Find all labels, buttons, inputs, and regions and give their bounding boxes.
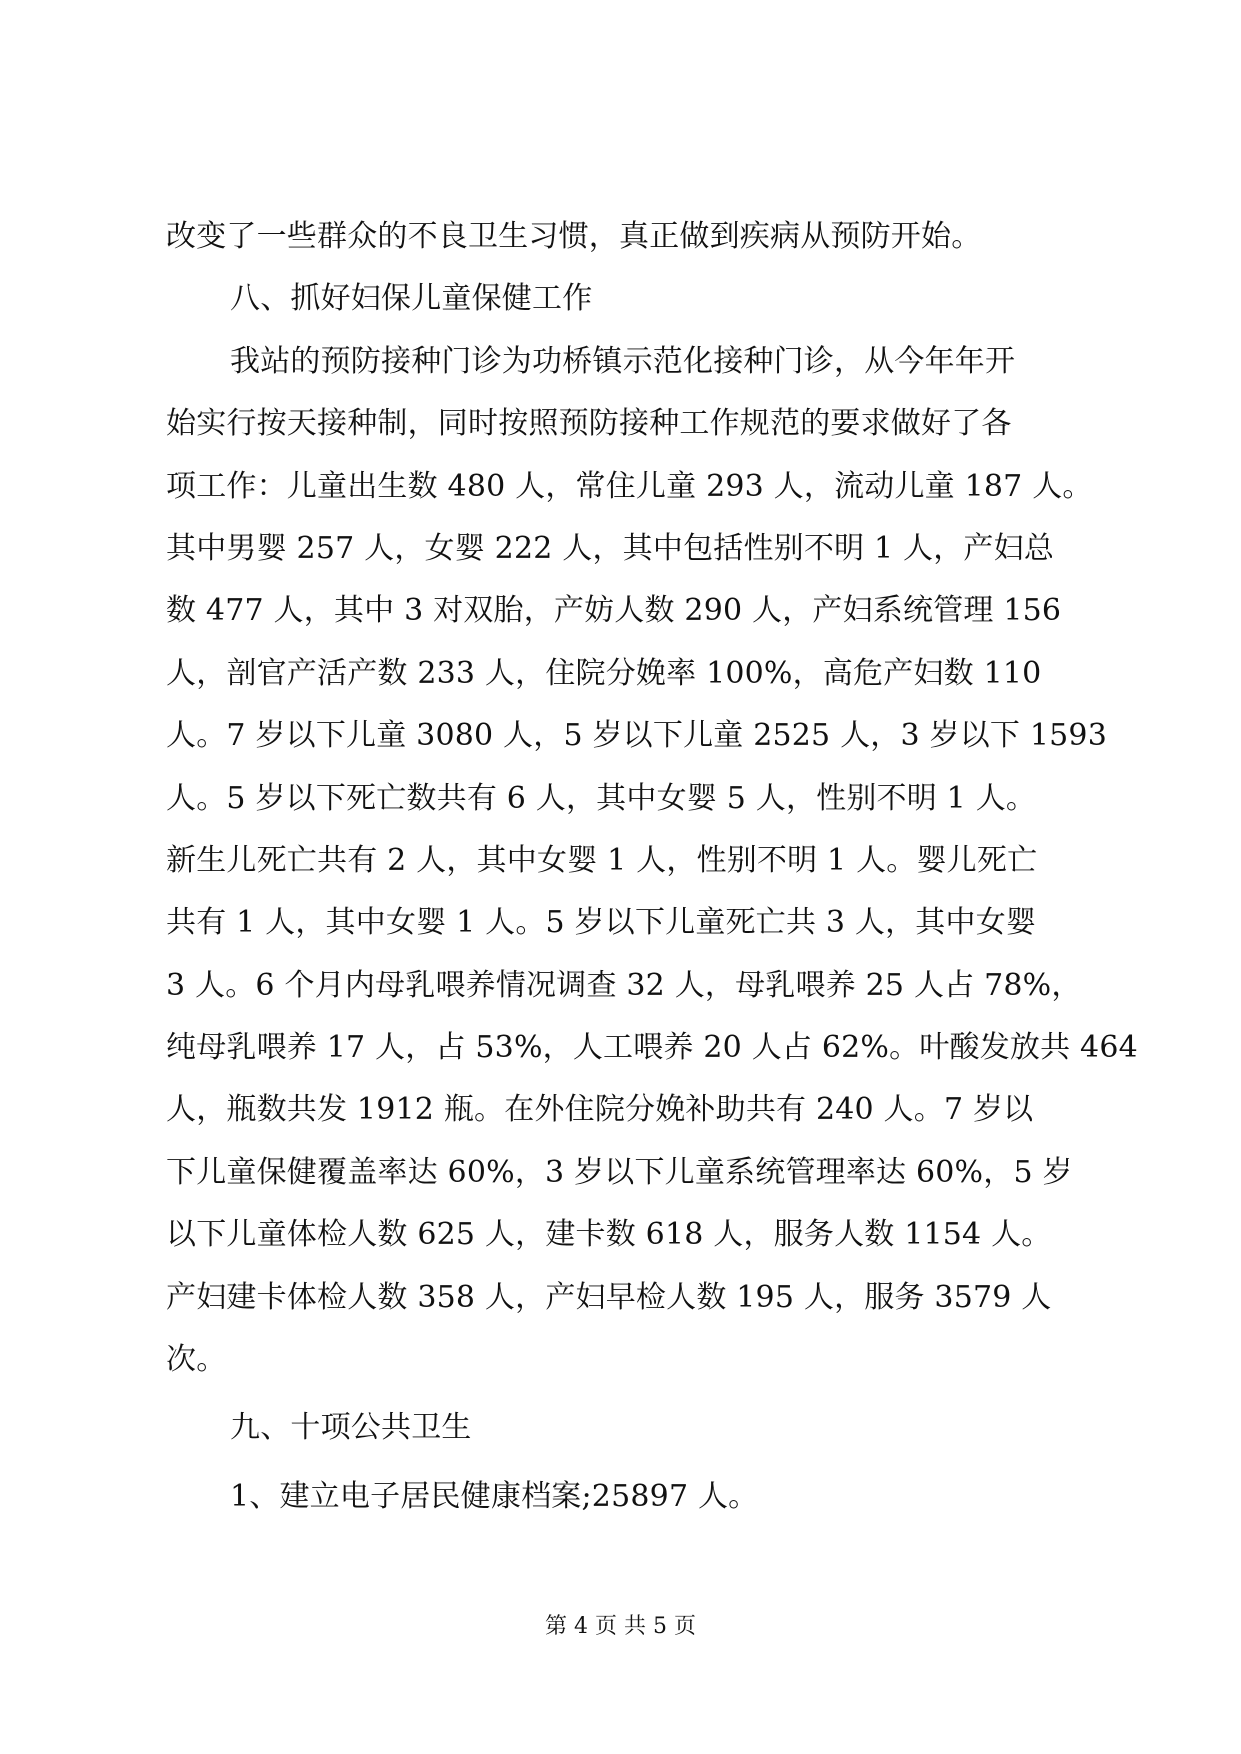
paragraph-line: 改变了一些群众的不良卫生习惯，真正做到疾病从预防开始。 [166,219,982,254]
paragraph-line: 人。5 岁以下死亡数共有 6 人，其中女婴 5 人，性别不明 1 人。 [166,780,1037,816]
list-item: 1、建立电子居民健康档案;25897 人。 [230,1478,759,1514]
paragraph-line: 新生儿死亡共有 2 人，其中女婴 1 人，性别不明 1 人。婴儿死亡 [166,842,1038,878]
paragraph-line: 项工作：儿童出生数 480 人，常住儿童 293 人，流动儿童 187 人。 [166,468,1093,504]
section-heading-8: 八、抓好妇保儿童保健工作 [230,281,593,317]
paragraph-line: 始实行按天接种制，同时按照预防接种工作规范的要求做好了各 [166,406,1012,442]
paragraph-line: 我站的预防接种门诊为功桥镇示范化接种门诊，从今年年开 [230,343,1016,379]
paragraph-line: 人，剖官产活产数 233 人，住院分娩率 100%，高危产妇数 110 [166,655,1042,691]
paragraph-line: 以下儿童体检人数 625 人，建卡数 618 人，服务人数 1154 人。 [166,1217,1052,1253]
paragraph-line: 其中男婴 257 人，女婴 222 人，其中包括性别不明 1 人，产妇总 [166,530,1055,566]
paragraph-line: 3 人。6 个月内母乳喂养情况调查 32 人，母乳喂养 25 人占 78%， [166,967,1082,1003]
paragraph-line: 人，瓶数共发 1912 瓶。在外住院分娩补助共有 240 人。7 岁以 [166,1092,1034,1128]
paragraph-line: 次。 [166,1342,227,1378]
body-text [166,206,1138,1528]
paragraph-line: 数 477 人，其中 3 对双胎，产妨人数 290 人，产妇系统管理 156 [166,593,1062,629]
section-heading-9: 九、十项公共卫生 [230,1410,472,1446]
paragraph-line: 纯母乳喂养 17 人，占 53%，人工喂养 20 人占 62%。叶酸发放共 464 [166,1030,1138,1066]
page-number-footer: 第 4 页 共 5 页 [545,1614,696,1639]
paragraph-line: 共有 1 人，其中女婴 1 人。5 岁以下儿童死亡共 3 人，其中女婴 [166,905,1037,941]
paragraph-line: 人。7 岁以下儿童 3080 人，5 岁以下儿童 2525 人，3 岁以下 1593 [166,718,1107,754]
paragraph-line: 下儿童保健覆盖率达 60%，3 岁以下儿童系统管理率达 60%，5 岁 [166,1154,1073,1190]
paragraph-line: 产妇建卡体检人数 358 人，产妇早检人数 195 人，服务 3579 人 [166,1279,1052,1315]
